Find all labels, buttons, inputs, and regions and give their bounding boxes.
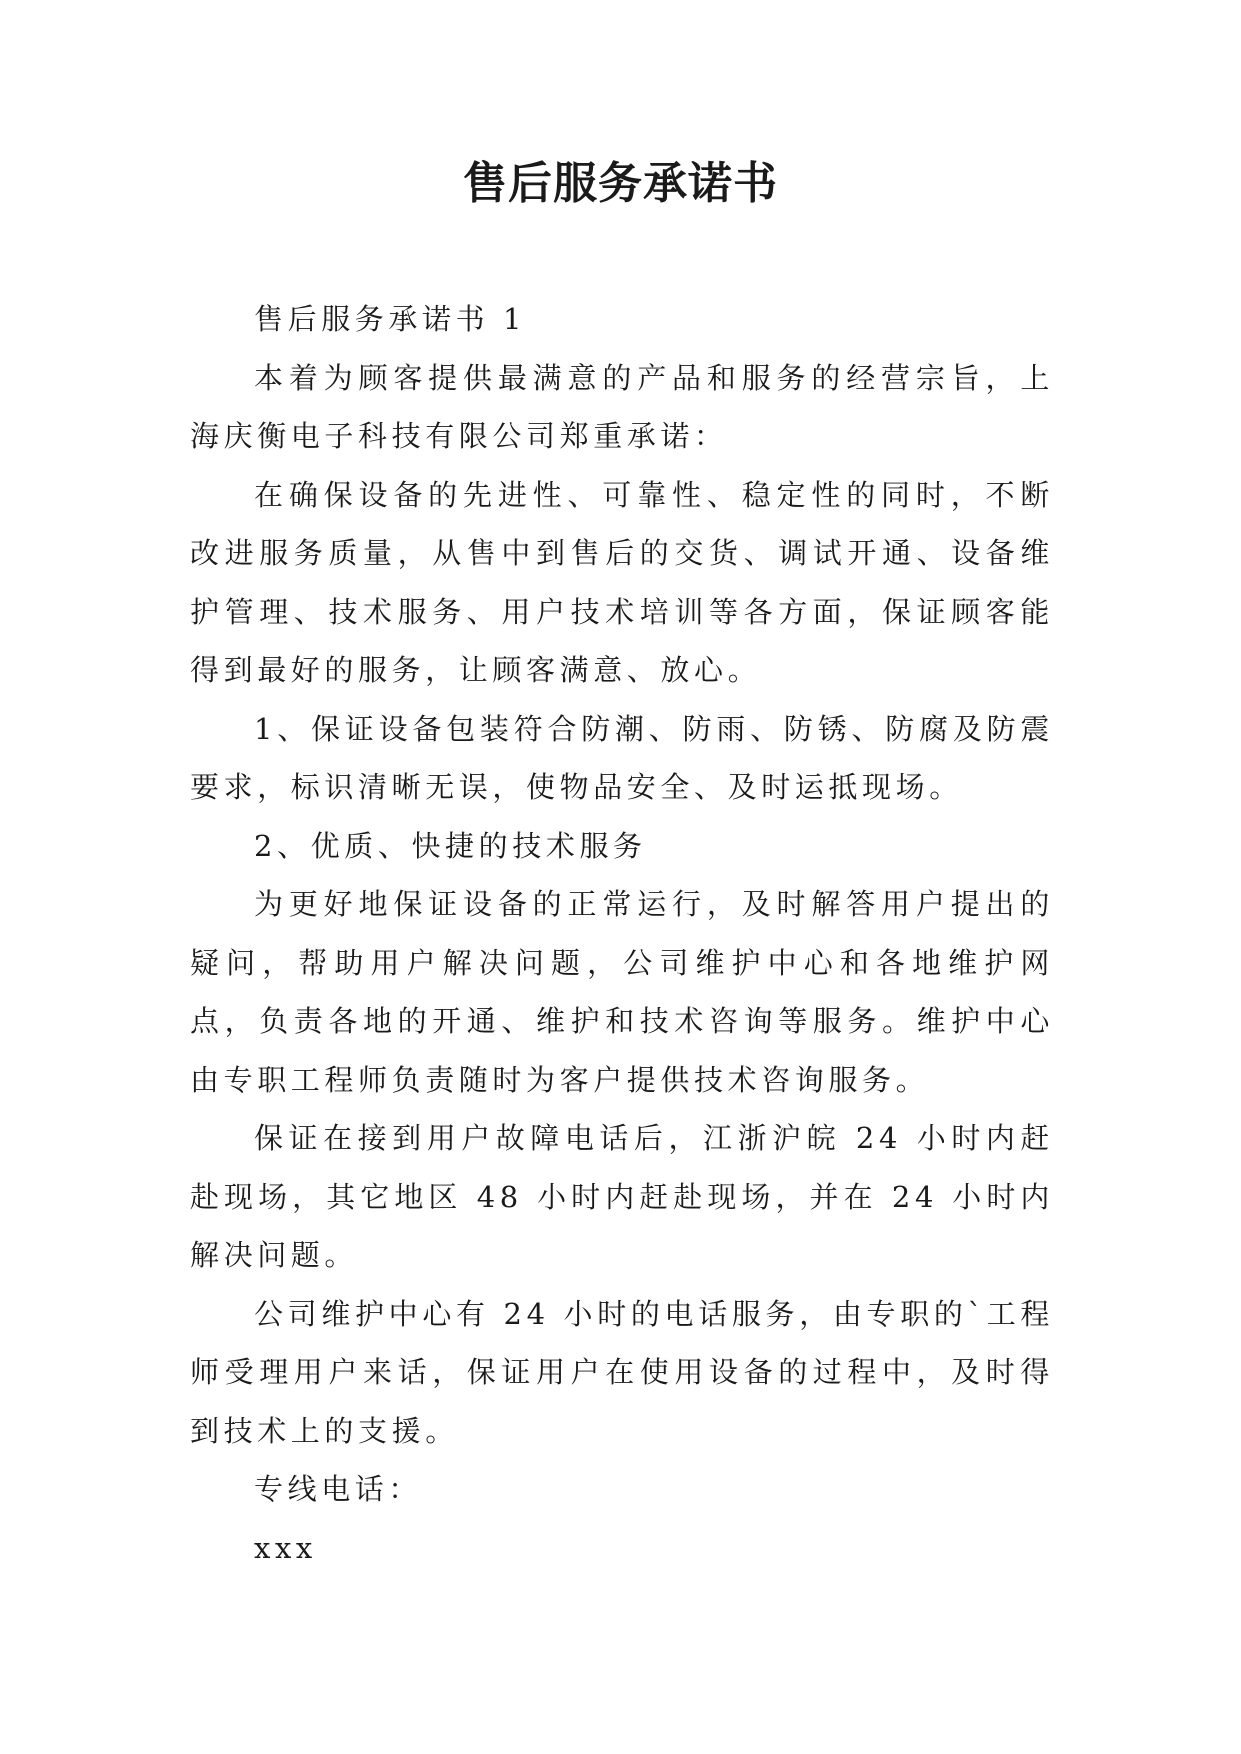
section-heading: 售后服务承诺书 1 — [254, 302, 527, 336]
service-subheading: 2、优质、快捷的技术服务 — [254, 828, 647, 863]
hotline-service-paragraph: 公司维护中心有 24 小时的电话服务，由专职的`工程师受理用户来话，保证用户在使用设备的过程中，及时得到技术上的支援。 — [190, 1296, 1054, 1448]
hotline-label: 专线电话： — [254, 1472, 423, 1506]
document-title: 售后服务承诺书 — [463, 158, 778, 209]
hotline-number: xxx — [254, 1530, 317, 1565]
document-body — [190, 290, 1054, 1577]
intro-paragraph: 本着为顾客提供最满意的产品和服务的经营宗旨，上海庆衡电子科技有限公司郑重承诺： — [190, 360, 1054, 453]
quality-paragraph: 在确保设备的先进性、可靠性、稳定性的同时，不断改进服务质量，从售中到售后的交货、调试开通、设备维护管理、技术服务、用户技术培训等各方面，保证顾客能得到最好的服务，让顾客满意、放心。 — [190, 477, 1054, 687]
packaging-paragraph: 1、保证设备包装符合防潮、防雨、防锈、防腐及防震要求，标识清晰无误，使物品安全、及时运抵现场。 — [190, 711, 1054, 804]
response-time-paragraph: 保证在接到用户故障电话后，江浙沪皖 24 小时内赶赴现场，其它地区 48 小时内赶赴现场，并在 24 小时内解决问题。 — [190, 1121, 1054, 1272]
support-paragraph: 为更好地保证设备的正常运行，及时解答用户提出的疑问，帮助用户解决问题，公司维护中心和各地维护网点，负责各地的开通、维护和技术咨询等服务。维护中心由专职工程师负责随时为客户提供技术咨询服务。 — [190, 887, 1054, 1097]
